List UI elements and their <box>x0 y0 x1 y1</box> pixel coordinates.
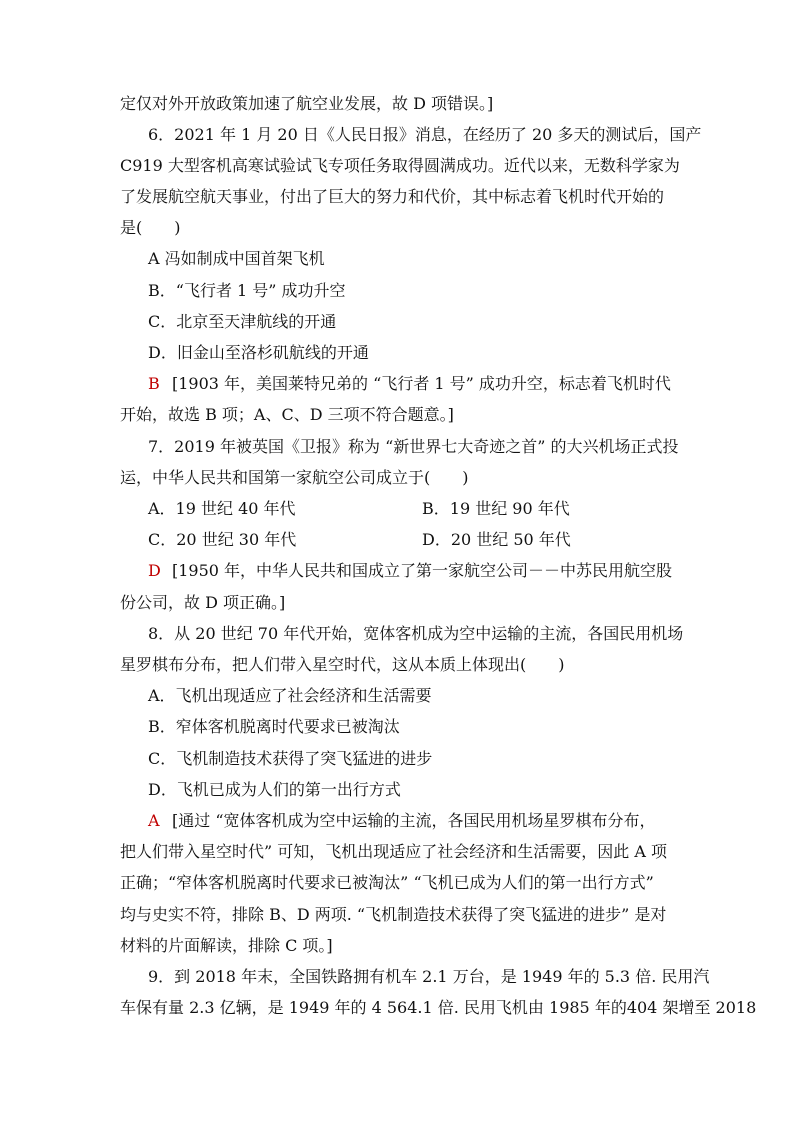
q6-answer-line <box>148 373 676 395</box>
q8-explanation-line: 材料的片面解读，排除 C 项。] <box>120 936 333 955</box>
q7-option-b: B．19 世纪 90 年代 <box>422 499 570 518</box>
q7-stem-line: 7．2019 年被英国《卫报》称为 “新世界七大奇迹之首” 的大兴机场正式投 <box>148 437 679 456</box>
q8-stem-line: 星罗棋布分布，把人们带入星空时代，这从本质上体现出( ) <box>120 655 565 674</box>
q7-explanation: [1950 年，中华人民共和国成立了第一家航空公司－－中苏民用航空股 <box>172 561 673 580</box>
q6-explanation-line: 开始，故选 B 项；A、C、D 三项不符合题意。] <box>120 405 454 424</box>
q7-stem-line: 运，中华人民共和国第一家航空公司成立于( ) <box>120 468 469 487</box>
q9-stem-line: 车保有量 2.3 亿辆，是 1949 年的 4 564.1 倍. 民用飞机由 1985 年的404 架增至 2018 <box>120 998 757 1017</box>
q6-stem-line: 了发展航空航天事业，付出了巨大的努力和代价，其中标志着飞机时代开始的 <box>120 187 665 206</box>
q6-stem-line: 是( ) <box>120 218 181 237</box>
q6-option-b: B．“飞行者 1 号” 成功升空 <box>148 281 346 300</box>
q7-options-row <box>148 529 704 551</box>
q7-option-d: D．20 世纪 50 年代 <box>422 530 571 549</box>
q8-option-d: D．飞机已成为人们的第一出行方式 <box>148 780 401 799</box>
q7-option-c: C．20 世纪 30 年代 <box>148 530 297 549</box>
q8-option-b: B．窄体客机脱离时代要求已被淘汰 <box>148 717 400 736</box>
q7-option-a: A．19 世纪 40 年代 <box>148 499 296 518</box>
q8-explanation-line: 正确；“窄体客机脱离时代要求已被淘汰” “飞机已成为人们的第一出行方式” <box>120 873 654 892</box>
q6-answer-letter: B <box>148 374 160 393</box>
q6-option-c: C．北京至天津航线的开通 <box>148 312 337 331</box>
q7-explanation-line: 份公司，故 D 项正确。] <box>120 593 286 612</box>
q8-answer-line <box>148 810 676 832</box>
q9-stem-line: 9．到 2018 年末，全国铁路拥有机车 2.1 万台，是 1949 年的 5.3 倍. 民用汽 <box>148 967 710 986</box>
q7-answer-letter: D <box>148 561 161 580</box>
q6-stem-line: 6．2021 年 1 月 20 日《人民日报》消息，在经历了 20 多天的测试后，国产 <box>148 125 702 144</box>
q6-explanation: [1903 年，美国莱特兄弟的 “飞行者 1 号” 成功升空，标志着飞机时代 <box>172 374 671 393</box>
q8-explanation-line: 均与史实不符，排除 B、D 两项. “飞机制造技术获得了突飞猛进的进步” 是对 <box>120 905 667 924</box>
q6-option-a: A 冯如制成中国首架飞机 <box>148 249 325 268</box>
q6-stem-line: C919 大型客机高寒试验试飞专项任务取得圆满成功。近代以来，无数科学家为 <box>120 156 680 175</box>
q7-options-row <box>148 498 704 520</box>
q8-option-c: C．飞机制造技术获得了突飞猛进的进步 <box>148 749 433 768</box>
previous-explanation-tail: 定仅对外开放政策加速了航空业发展，故 D 项错误。] <box>120 94 494 113</box>
q8-explanation-line: 把人们带入星空时代” 可知，飞机出现适应了社会经济和生活需要，因此 A 项 <box>120 842 667 861</box>
q7-answer-line <box>148 560 676 582</box>
q6-option-d: D．旧金山至洛杉矶航线的开通 <box>148 343 369 362</box>
q8-answer-letter: A <box>148 811 160 830</box>
q8-option-a: A．飞机出现适应了社会经济和生活需要 <box>148 686 432 705</box>
q8-stem-line: 8．从 20 世纪 70 年代开始，宽体客机成为空中运输的主流，各国民用机场 <box>148 624 684 643</box>
q8-explanation: [通过 “宽体客机成为空中运输的主流，各国民用机场星罗棋布分布， <box>172 811 656 830</box>
